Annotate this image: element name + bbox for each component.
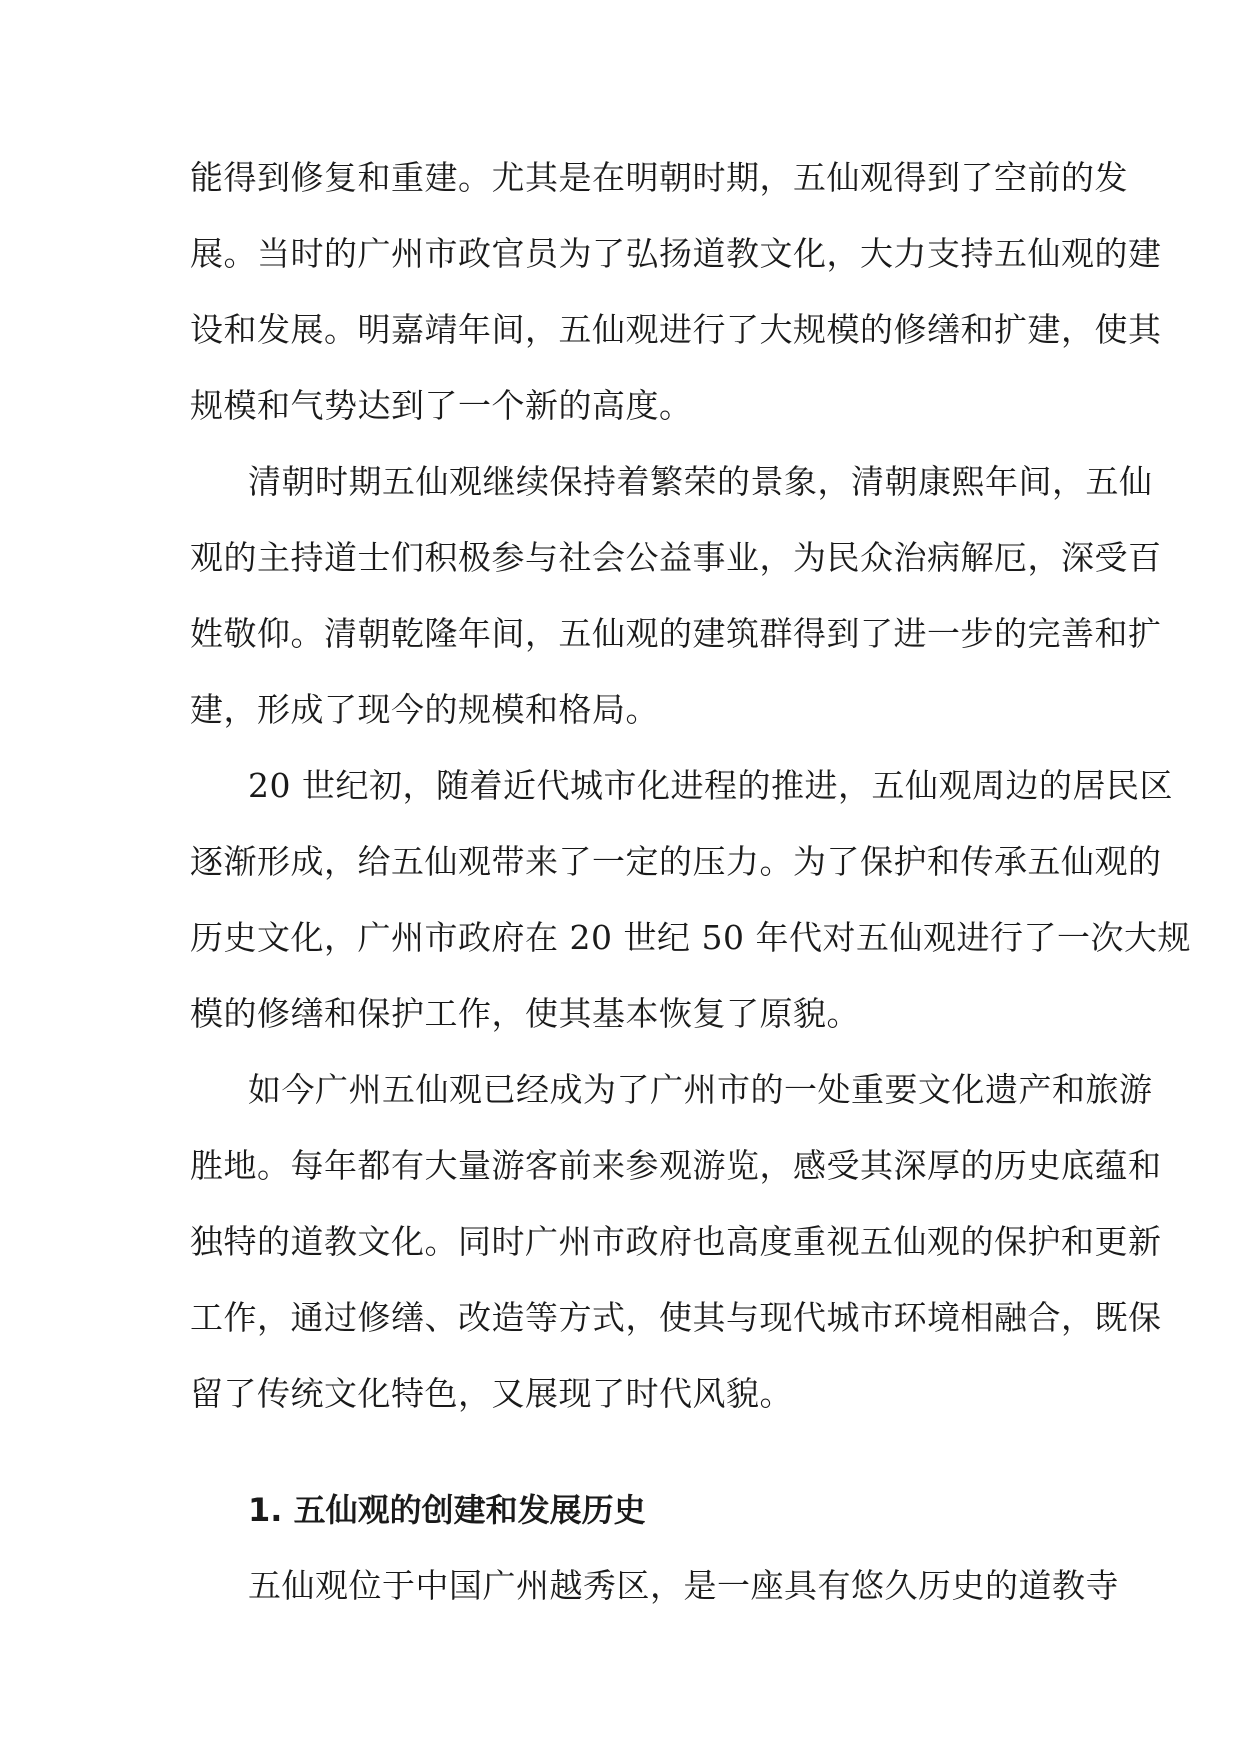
text-line: 设和发展。明嘉靖年间，五仙观进行了大规模的修缮和扩建，使其 (190, 310, 1162, 349)
text-line: 清朝时期五仙观继续保持着繁荣的景象，清朝康熙年间，五仙 (248, 462, 1153, 501)
paragraph-today (190, 1052, 1162, 1432)
text-line: 工作，通过修缮、改造等方式，使其与现代城市环境相融合，既保 (190, 1298, 1162, 1337)
text-line: 独特的道教文化。同时广州市政府也高度重视五仙观的保护和更新 (190, 1222, 1162, 1261)
text-line: 规模和气势达到了一个新的高度。 (190, 386, 693, 425)
text-line: 留了传统文化特色，又展现了时代风貌。 (190, 1374, 793, 1413)
document-body (190, 140, 1191, 1624)
text-line: 20 世纪初，随着近代城市化进程的推进，五仙观周边的居民区 (248, 766, 1173, 805)
text-line: 姓敬仰。清朝乾隆年间，五仙观的建筑群得到了进一步的完善和扩 (190, 614, 1162, 653)
text-line: 建，形成了现今的规模和格局。 (190, 690, 659, 729)
paragraph-founding (190, 1548, 1119, 1624)
text-line: 历史文化，广州市政府在 20 世纪 50 年代对五仙观进行了一次大规 (190, 918, 1191, 957)
text-line: 观的主持道士们积极参与社会公益事业，为民众治病解厄，深受百 (190, 538, 1162, 577)
text-line: 模的修缮和保护工作，使其基本恢复了原貌。 (190, 994, 860, 1033)
text-line: 展。当时的广州市政官员为了弘扬道教文化，大力支持五仙观的建 (190, 234, 1162, 273)
text-line: 能得到修复和重建。尤其是在明朝时期，五仙观得到了空前的发 (190, 158, 1128, 197)
text-line: 逐渐形成，给五仙观带来了一定的压力。为了保护和传承五仙观的 (190, 842, 1162, 881)
text-line: 五仙观位于中国广州越秀区，是一座具有悠久历史的道教寺 (248, 1566, 1119, 1605)
paragraph-qing-dynasty (190, 444, 1162, 748)
section-heading: 1. 五仙观的创建和发展历史 (248, 1491, 646, 1529)
paragraph-ming-dynasty (190, 140, 1162, 444)
paragraph-20th-century (190, 748, 1191, 1052)
text-line: 胜地。每年都有大量游客前来参观游览，感受其深厚的历史底蕴和 (190, 1146, 1162, 1185)
text-line: 如今广州五仙观已经成为了广州市的一处重要文化遗产和旅游 (248, 1070, 1153, 1109)
